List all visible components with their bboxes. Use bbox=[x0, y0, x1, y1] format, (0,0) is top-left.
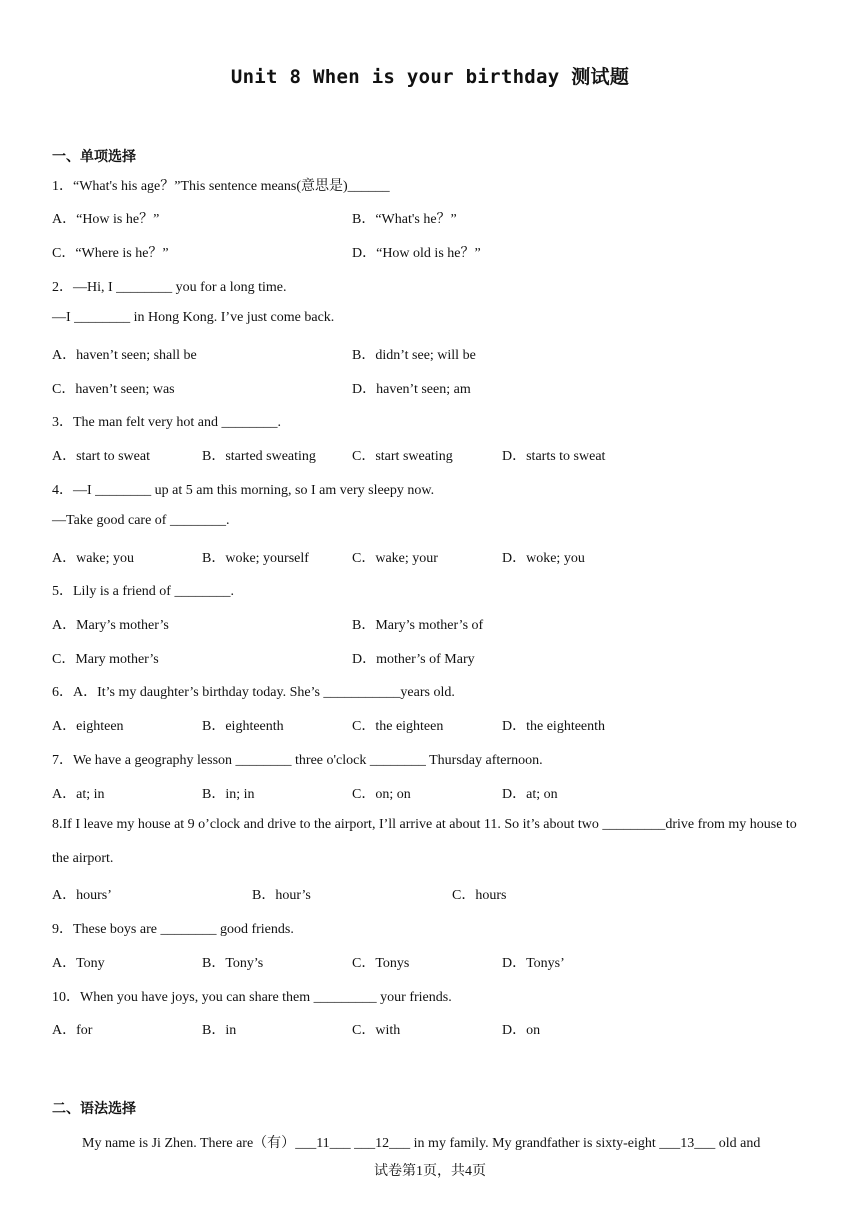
blank-12: ___12___ bbox=[354, 1136, 411, 1151]
passage-text: My name is Ji Zhen. There are（有） bbox=[82, 1136, 296, 1151]
question-7-stem: 7．We have a geography lesson ________ three o'clock ________ Thursday afternoon. bbox=[52, 753, 543, 768]
question-1-option-c: C．“Where is he？” bbox=[52, 246, 169, 261]
question-3-option-c: C．start sweating bbox=[352, 449, 453, 464]
question-2-option-b: B．didn’t see; will be bbox=[352, 348, 476, 363]
question-6-option-c: C．the eighteen bbox=[352, 719, 444, 734]
question-10-option-b: B．in bbox=[202, 1023, 237, 1038]
question-5-option-a: A．Mary’s mother’s bbox=[52, 618, 169, 633]
section-heading-grammar-choice: 二、语法选择 bbox=[52, 1101, 136, 1117]
question-6-option-b: B．eighteenth bbox=[202, 719, 284, 734]
question-9-option-d: D．Tonys’ bbox=[502, 956, 565, 971]
question-2-option-a: A．haven’t seen; shall be bbox=[52, 348, 197, 363]
question-3-option-d: D．starts to sweat bbox=[502, 449, 606, 464]
question-6-option-d: D．the eighteenth bbox=[502, 719, 606, 734]
blank-11: ___11___ bbox=[295, 1136, 351, 1151]
question-3-option-a: A．start to sweat bbox=[52, 449, 150, 464]
passage-text: old and bbox=[715, 1136, 761, 1151]
question-9-stem: 9．These boys are ________ good friends. bbox=[52, 922, 294, 937]
question-4-option-a: A．wake; you bbox=[52, 551, 135, 566]
question-5-option-d: D．mother’s of Mary bbox=[352, 652, 475, 667]
question-1-stem: 1．“What's his age？”This sentence means(意思是)______ bbox=[52, 179, 390, 194]
question-4-option-b: B．woke; yourself bbox=[202, 551, 309, 566]
question-7-option-b: B．in; in bbox=[202, 787, 255, 802]
question-10-option-a: A．for bbox=[52, 1023, 93, 1038]
question-6-stem: 6．A．It’s my daughter’s birthday today. She’s ___________years old. bbox=[52, 685, 455, 700]
question-2-option-c: C．haven’t seen; was bbox=[52, 382, 175, 397]
passage-first-line bbox=[82, 1132, 760, 1152]
question-10-stem: 10．When you have joys, you can share them _________ your friends. bbox=[52, 990, 452, 1005]
question-8-stem: 8.If I leave my house at 9 o’clock and drive to the airport, I’ll arrive at about 11. So it’s about two _________drive from my house to the airport. bbox=[52, 817, 797, 866]
question-2-stem-reply: —I ________ in Hong Kong. I’ve just come back. bbox=[52, 310, 335, 325]
question-9-option-b: B．Tony’s bbox=[202, 956, 264, 971]
section-heading-single-choice: 一、单项选择 bbox=[52, 149, 136, 165]
question-6-option-a: A．eighteen bbox=[52, 719, 124, 734]
page-footer: 试卷第1页，共4页 bbox=[374, 1164, 486, 1179]
question-4-option-d: D．woke; you bbox=[502, 551, 585, 566]
question-8-option-b: B．hour’s bbox=[252, 888, 311, 903]
question-4-stem: 4．—I ________ up at 5 am this morning, so I am very sleepy now. bbox=[52, 483, 435, 498]
question-5-option-c: C．Mary mother’s bbox=[52, 652, 159, 667]
question-1-option-b: B．“What's he？” bbox=[352, 212, 457, 227]
question-1-option-d: D．“How old is he？” bbox=[352, 246, 481, 261]
question-1-option-a: A．“How is he？” bbox=[52, 212, 160, 227]
question-2-option-d: D．haven’t seen; am bbox=[352, 382, 471, 397]
question-8-option-c: C．hours bbox=[452, 888, 507, 903]
passage-text: in my family. My grandfather is sixty-eight bbox=[410, 1136, 660, 1151]
question-5-stem: 5．Lily is a friend of ________. bbox=[52, 584, 234, 599]
question-10-option-c: C．with bbox=[352, 1023, 401, 1038]
question-7-option-c: C．on; on bbox=[352, 787, 411, 802]
question-3-option-b: B．started sweating bbox=[202, 449, 316, 464]
question-7-option-d: D．at; on bbox=[502, 787, 558, 802]
question-3-stem: 3．The man felt very hot and ________. bbox=[52, 415, 282, 430]
blank-13: ___13___ bbox=[659, 1136, 716, 1151]
page-title: Unit 8 When is your birthday 测试题 bbox=[230, 66, 630, 88]
question-4-stem-reply: —Take good care of ________. bbox=[52, 513, 230, 528]
question-2-stem: 2．—Hi, I ________ you for a long time. bbox=[52, 280, 287, 295]
question-5-option-b: B．Mary’s mother’s of bbox=[352, 618, 484, 633]
question-7-option-a: A．at; in bbox=[52, 787, 105, 802]
question-10-option-d: D．on bbox=[502, 1023, 541, 1038]
question-9-option-a: A．Tony bbox=[52, 956, 105, 971]
question-4-option-c: C．wake; your bbox=[352, 551, 438, 566]
question-8-option-a: A．hours’ bbox=[52, 888, 112, 903]
question-9-option-c: C．Tonys bbox=[352, 956, 410, 971]
